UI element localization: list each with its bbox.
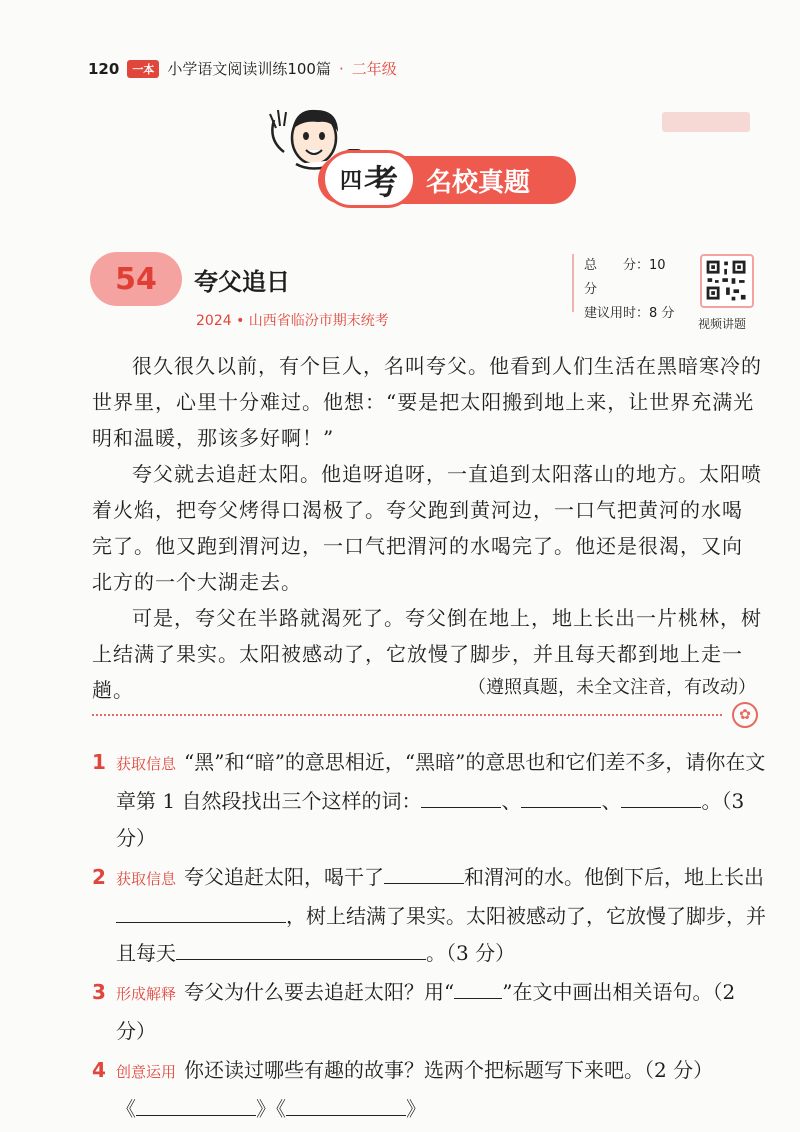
article-title: 夸父追日 [194,267,290,296]
brand-logo: 一本 [127,60,159,78]
question-tag: 获取信息 [116,755,177,773]
book-bracket: 《 [116,1097,136,1121]
page-header [88,58,397,79]
questions [92,744,770,1130]
answer-blank[interactable] [621,787,701,808]
answer-blank[interactable] [421,787,501,808]
question-number: 3 [92,980,106,1004]
corner-tab [662,112,750,132]
question-text: 和渭河的水。他倒下后，地上长出 [464,865,765,889]
answer-blank[interactable] [286,1095,406,1116]
book-title: 小学语文阅读训练100篇 [167,60,331,78]
separator: 、 [601,789,622,813]
question-text: 夸父为什么要去追赶太阳？用“ [184,980,455,1004]
answer-blank[interactable] [116,902,286,923]
page-number: 120 [88,59,120,78]
question-1 [92,744,770,857]
passage [92,348,762,708]
article-source: 2024 • 山西省临汾市期末统考 [196,313,389,329]
video-label: 视频讲题 [698,317,747,331]
qr-code-icon[interactable] [700,254,754,308]
question-4 [92,1052,770,1128]
source-note: （遵照真题，未全文注音，有改动） [468,677,756,698]
total-score: 总 分：10 分 [584,258,666,297]
book-bracket: 》《 [256,1097,286,1121]
answer-blank[interactable] [176,939,426,960]
book-bracket: 》 [406,1097,426,1121]
separator: 、 [501,789,522,813]
header-separator: · [338,59,344,78]
banner-badge [322,150,416,208]
underline-sample [454,978,502,999]
score-info [572,254,680,321]
question-text: ”在文中画出相关语句。（2 分） [116,980,736,1043]
divider-icon: ✿ [732,702,758,728]
question-number: 1 [92,750,106,774]
question-text: ，树上结满了果实。太阳被感动了，它放慢了脚步，并且每天 [116,904,766,965]
banner-kao: 考 [364,162,398,203]
question-end: 。（3 分） [116,789,745,850]
banner-label: 名校真题 [426,168,531,198]
paragraph: 很久很久以前，有个巨人，名叫夸父。他看到人们生活在黑暗寒冷的世界里，心里十分难过。他想：“要是把太阳搬到地上来，让世界充满光明和温暖，那该多好啊！” [92,354,762,450]
grade-label: 二年级 [351,60,397,78]
answer-blank[interactable] [136,1095,256,1116]
question-text: 夸父追赶太阳，喝干了 [184,865,385,889]
question-text: 你还读过哪些有趣的故事？选两个把标题写下来吧。（2 分） [184,1058,714,1082]
answer-blank[interactable] [521,787,601,808]
dotted-divider [92,714,722,716]
question-tag: 获取信息 [116,870,177,888]
question-3 [92,974,770,1050]
answer-blank[interactable] [384,863,464,884]
question-tag: 创意运用 [116,1063,177,1081]
paragraph: 夸父就去追赶太阳。他追呀追呀，一直追到太阳落山的地方。太阳喷着火焰，把夸父烤得口渴极了。夸父跑到黄河边，一口气把黄河的水喝完了。他又跑到渭河边，一口气把渭河的水喝完了。他还是很渴，又向北方的一个大湖走去。 [92,462,762,594]
banner-number: 四 [339,168,362,194]
question-end: 。（3 分） [426,941,516,965]
question-number: 4 [92,1058,106,1082]
suggested-time: 建议用时：8 分 [584,306,675,321]
article-number: 54 [90,252,182,306]
question-tag: 形成解释 [116,985,177,1003]
paragraph: 可是，夸父在半路就渴死了。夸父倒在地上，地上长出一片桃林，树上结满了果实。太阳被感动了，它放慢了脚步，并且每天都到地上走一趟。 [92,606,762,702]
question-number: 2 [92,865,106,889]
question-text: “黑”和“暗”的意思相近，“黑暗”的意思也和它们差不多，请你在文章第 1 自然段找出三个这样的词： [116,750,766,813]
question-2 [92,859,770,972]
